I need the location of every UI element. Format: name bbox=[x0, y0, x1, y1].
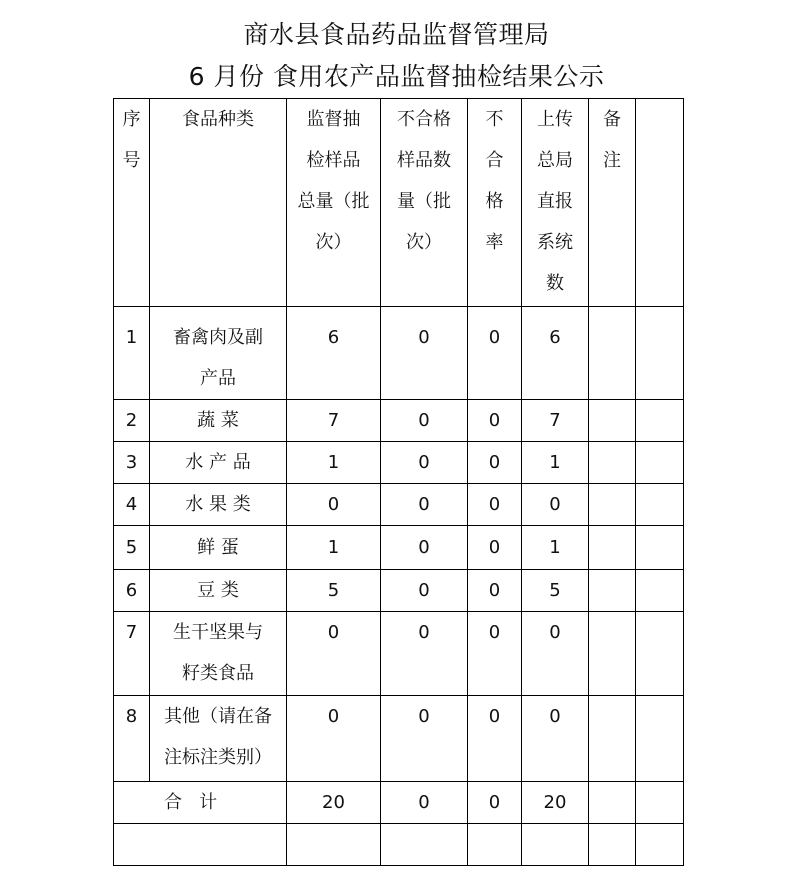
cell-total-label bbox=[114, 782, 287, 824]
cell-seq bbox=[114, 442, 150, 484]
cell-empty bbox=[636, 526, 684, 570]
cell-upload bbox=[522, 484, 589, 526]
cell-fail bbox=[381, 484, 468, 526]
header-kind: 食品种类 bbox=[150, 99, 287, 307]
total-value: 1 bbox=[327, 452, 340, 473]
header-fail-line: 量（批 bbox=[397, 191, 451, 212]
header-upload-line: 数 bbox=[546, 273, 564, 294]
cell-total bbox=[287, 484, 381, 526]
fail-value: 0 bbox=[418, 706, 430, 727]
header-total-line: 监督抽 bbox=[306, 109, 361, 130]
cell-rate bbox=[468, 612, 522, 696]
cell-empty bbox=[114, 824, 287, 866]
header-fail-line: 不合格 bbox=[397, 109, 451, 130]
document-subtitle: 6 月份 食用农产品监督抽检结果公示 bbox=[188, 62, 605, 91]
kind-line: 畜禽肉及副 bbox=[173, 327, 263, 348]
header-empty bbox=[636, 99, 684, 307]
cell-rate bbox=[468, 696, 522, 782]
cell-upload bbox=[522, 400, 589, 442]
header-upload bbox=[522, 99, 589, 307]
cell-empty bbox=[636, 442, 684, 484]
table-row bbox=[114, 612, 684, 696]
cell-total bbox=[287, 307, 381, 400]
kind-line: 其他（请在备 bbox=[164, 706, 272, 727]
cell-rate bbox=[468, 307, 522, 400]
upload-value: 1 bbox=[549, 452, 561, 473]
total-value: 0 bbox=[327, 706, 340, 727]
rate-value: 0 bbox=[488, 452, 501, 473]
cell-seq bbox=[114, 484, 150, 526]
cell-upload bbox=[522, 612, 589, 696]
cell-total bbox=[287, 782, 381, 824]
table-row bbox=[114, 696, 684, 782]
cell-remark bbox=[589, 570, 636, 612]
cell-upload bbox=[522, 696, 589, 782]
cell-fail bbox=[381, 782, 468, 824]
cell-empty bbox=[468, 824, 522, 866]
kind-line: 产品 bbox=[200, 368, 236, 389]
upload-value: 0 bbox=[549, 494, 561, 515]
kind-line: 生干坚果与 bbox=[173, 622, 263, 643]
rate-value: 0 bbox=[488, 706, 501, 727]
cell-seq bbox=[114, 696, 150, 782]
cell-remark bbox=[589, 612, 636, 696]
header-seq-line: 序 bbox=[122, 109, 141, 130]
cell-kind bbox=[150, 442, 287, 484]
seq-value: 4 bbox=[125, 494, 138, 515]
upload-sum-value: 20 bbox=[543, 792, 567, 813]
header-fail-line: 次） bbox=[406, 232, 442, 253]
header-remark-line: 注 bbox=[603, 150, 621, 171]
cell-empty bbox=[636, 484, 684, 526]
cell-total bbox=[287, 696, 381, 782]
cell-empty bbox=[522, 824, 589, 866]
cell-remark bbox=[589, 782, 636, 824]
upload-value: 0 bbox=[549, 706, 561, 727]
upload-value: 5 bbox=[549, 580, 561, 601]
cell-kind bbox=[150, 400, 287, 442]
seq-value: 8 bbox=[125, 706, 138, 727]
cell-kind bbox=[150, 307, 287, 400]
upload-value: 1 bbox=[549, 537, 561, 558]
header-total-line: 总量（批 bbox=[297, 191, 370, 212]
rate-sum-value: 0 bbox=[488, 792, 501, 813]
total-label: 合 计 bbox=[164, 792, 218, 813]
cell-seq bbox=[114, 307, 150, 400]
fail-value: 0 bbox=[418, 622, 430, 643]
total-value: 0 bbox=[327, 622, 340, 643]
upload-value: 0 bbox=[549, 622, 561, 643]
header-row bbox=[114, 99, 684, 307]
total-sum-value: 20 bbox=[322, 792, 345, 813]
cell-total bbox=[287, 400, 381, 442]
cell-rate bbox=[468, 526, 522, 570]
header-rate-line: 不 bbox=[485, 109, 504, 130]
cell-rate bbox=[468, 782, 522, 824]
seq-value: 3 bbox=[125, 452, 138, 473]
fail-value: 0 bbox=[418, 327, 430, 348]
cell-empty bbox=[636, 400, 684, 442]
fail-value: 0 bbox=[418, 580, 430, 601]
rate-value: 0 bbox=[488, 410, 501, 431]
fail-value: 0 bbox=[418, 494, 430, 515]
cell-empty bbox=[381, 824, 468, 866]
rate-value: 0 bbox=[488, 580, 501, 601]
cell-kind bbox=[150, 612, 287, 696]
seq-value: 1 bbox=[125, 327, 138, 348]
cell-empty bbox=[636, 612, 684, 696]
header-seq bbox=[114, 99, 150, 307]
cell-remark bbox=[589, 442, 636, 484]
cell-kind bbox=[150, 484, 287, 526]
cell-rate bbox=[468, 400, 522, 442]
cell-upload bbox=[522, 307, 589, 400]
cell-empty bbox=[636, 570, 684, 612]
cell-upload bbox=[522, 526, 589, 570]
cell-fail bbox=[381, 442, 468, 484]
table-row bbox=[114, 400, 684, 442]
kind-line: 鲜 蛋 bbox=[197, 537, 239, 558]
total-row bbox=[114, 782, 684, 824]
cell-remark bbox=[589, 696, 636, 782]
seq-value: 7 bbox=[125, 622, 138, 643]
kind-line: 籽类食品 bbox=[182, 663, 254, 684]
cell-remark bbox=[589, 526, 636, 570]
cell-empty bbox=[636, 824, 684, 866]
fail-value: 0 bbox=[418, 410, 430, 431]
cell-total bbox=[287, 442, 381, 484]
cell-upload bbox=[522, 782, 589, 824]
rate-value: 0 bbox=[488, 537, 501, 558]
kind-line: 注标注类别） bbox=[164, 747, 272, 768]
cell-seq bbox=[114, 570, 150, 612]
total-value: 0 bbox=[327, 494, 340, 515]
cell-kind bbox=[150, 696, 287, 782]
header-upload-line: 系统 bbox=[537, 232, 573, 253]
table-row bbox=[114, 484, 684, 526]
header-fail-line: 样品数 bbox=[397, 150, 451, 171]
header-rate-line: 率 bbox=[485, 232, 504, 253]
fail-value: 0 bbox=[418, 537, 430, 558]
fail-value: 0 bbox=[418, 452, 430, 473]
cell-total bbox=[287, 612, 381, 696]
rate-value: 0 bbox=[488, 327, 501, 348]
table-row bbox=[114, 307, 684, 400]
cell-remark bbox=[589, 307, 636, 400]
kind-line: 水 产 品 bbox=[185, 452, 251, 473]
cell-rate bbox=[468, 442, 522, 484]
document-title: 商水县食品药品监督管理局 bbox=[243, 20, 550, 49]
upload-value: 6 bbox=[549, 327, 561, 348]
cell-remark bbox=[589, 400, 636, 442]
cell-empty bbox=[636, 782, 684, 824]
cell-upload bbox=[522, 442, 589, 484]
fail-sum-value: 0 bbox=[418, 792, 430, 813]
kind-line: 蔬 菜 bbox=[197, 410, 239, 431]
kind-line: 豆 类 bbox=[197, 580, 239, 601]
header-upload-line: 直报 bbox=[537, 191, 573, 212]
cell-rate bbox=[468, 570, 522, 612]
kind-line: 水 果 类 bbox=[185, 494, 251, 515]
cell-empty bbox=[636, 696, 684, 782]
cell-seq bbox=[114, 400, 150, 442]
cell-empty bbox=[589, 824, 636, 866]
cell-upload bbox=[522, 570, 589, 612]
header-fail bbox=[381, 99, 468, 307]
cell-empty bbox=[636, 307, 684, 400]
cell-remark bbox=[589, 484, 636, 526]
total-value: 1 bbox=[327, 537, 340, 558]
cell-kind bbox=[150, 526, 287, 570]
total-value: 7 bbox=[327, 410, 340, 431]
cell-rate bbox=[468, 484, 522, 526]
cell-fail bbox=[381, 570, 468, 612]
table-row bbox=[114, 570, 684, 612]
cell-total bbox=[287, 526, 381, 570]
header-remark bbox=[589, 99, 636, 307]
cell-fail bbox=[381, 612, 468, 696]
header-remark-line: 备 bbox=[603, 109, 621, 130]
rate-value: 0 bbox=[488, 622, 501, 643]
seq-value: 6 bbox=[125, 580, 138, 601]
header-seq-line: 号 bbox=[122, 150, 141, 171]
total-value: 5 bbox=[327, 580, 340, 601]
header-rate-line: 合 bbox=[485, 150, 504, 171]
cell-empty bbox=[287, 824, 381, 866]
cell-kind bbox=[150, 570, 287, 612]
table-row bbox=[114, 526, 684, 570]
header-rate-line: 格 bbox=[485, 191, 504, 212]
header-upload-line: 上传 bbox=[537, 109, 573, 130]
total-value: 6 bbox=[327, 327, 340, 348]
header-total bbox=[287, 99, 381, 307]
cell-fail bbox=[381, 307, 468, 400]
rate-value: 0 bbox=[488, 494, 501, 515]
results-table bbox=[113, 98, 684, 866]
table-row bbox=[114, 442, 684, 484]
cell-seq bbox=[114, 612, 150, 696]
header-rate bbox=[468, 99, 522, 307]
cell-fail bbox=[381, 696, 468, 782]
empty-row bbox=[114, 824, 684, 866]
cell-fail bbox=[381, 526, 468, 570]
header-total-line: 次） bbox=[315, 232, 352, 253]
upload-value: 7 bbox=[549, 410, 561, 431]
header-upload-line: 总局 bbox=[537, 150, 573, 171]
cell-total bbox=[287, 570, 381, 612]
seq-value: 5 bbox=[125, 537, 138, 558]
header-total-line: 检样品 bbox=[306, 150, 361, 171]
seq-value: 2 bbox=[125, 410, 138, 431]
cell-fail bbox=[381, 400, 468, 442]
cell-seq bbox=[114, 526, 150, 570]
